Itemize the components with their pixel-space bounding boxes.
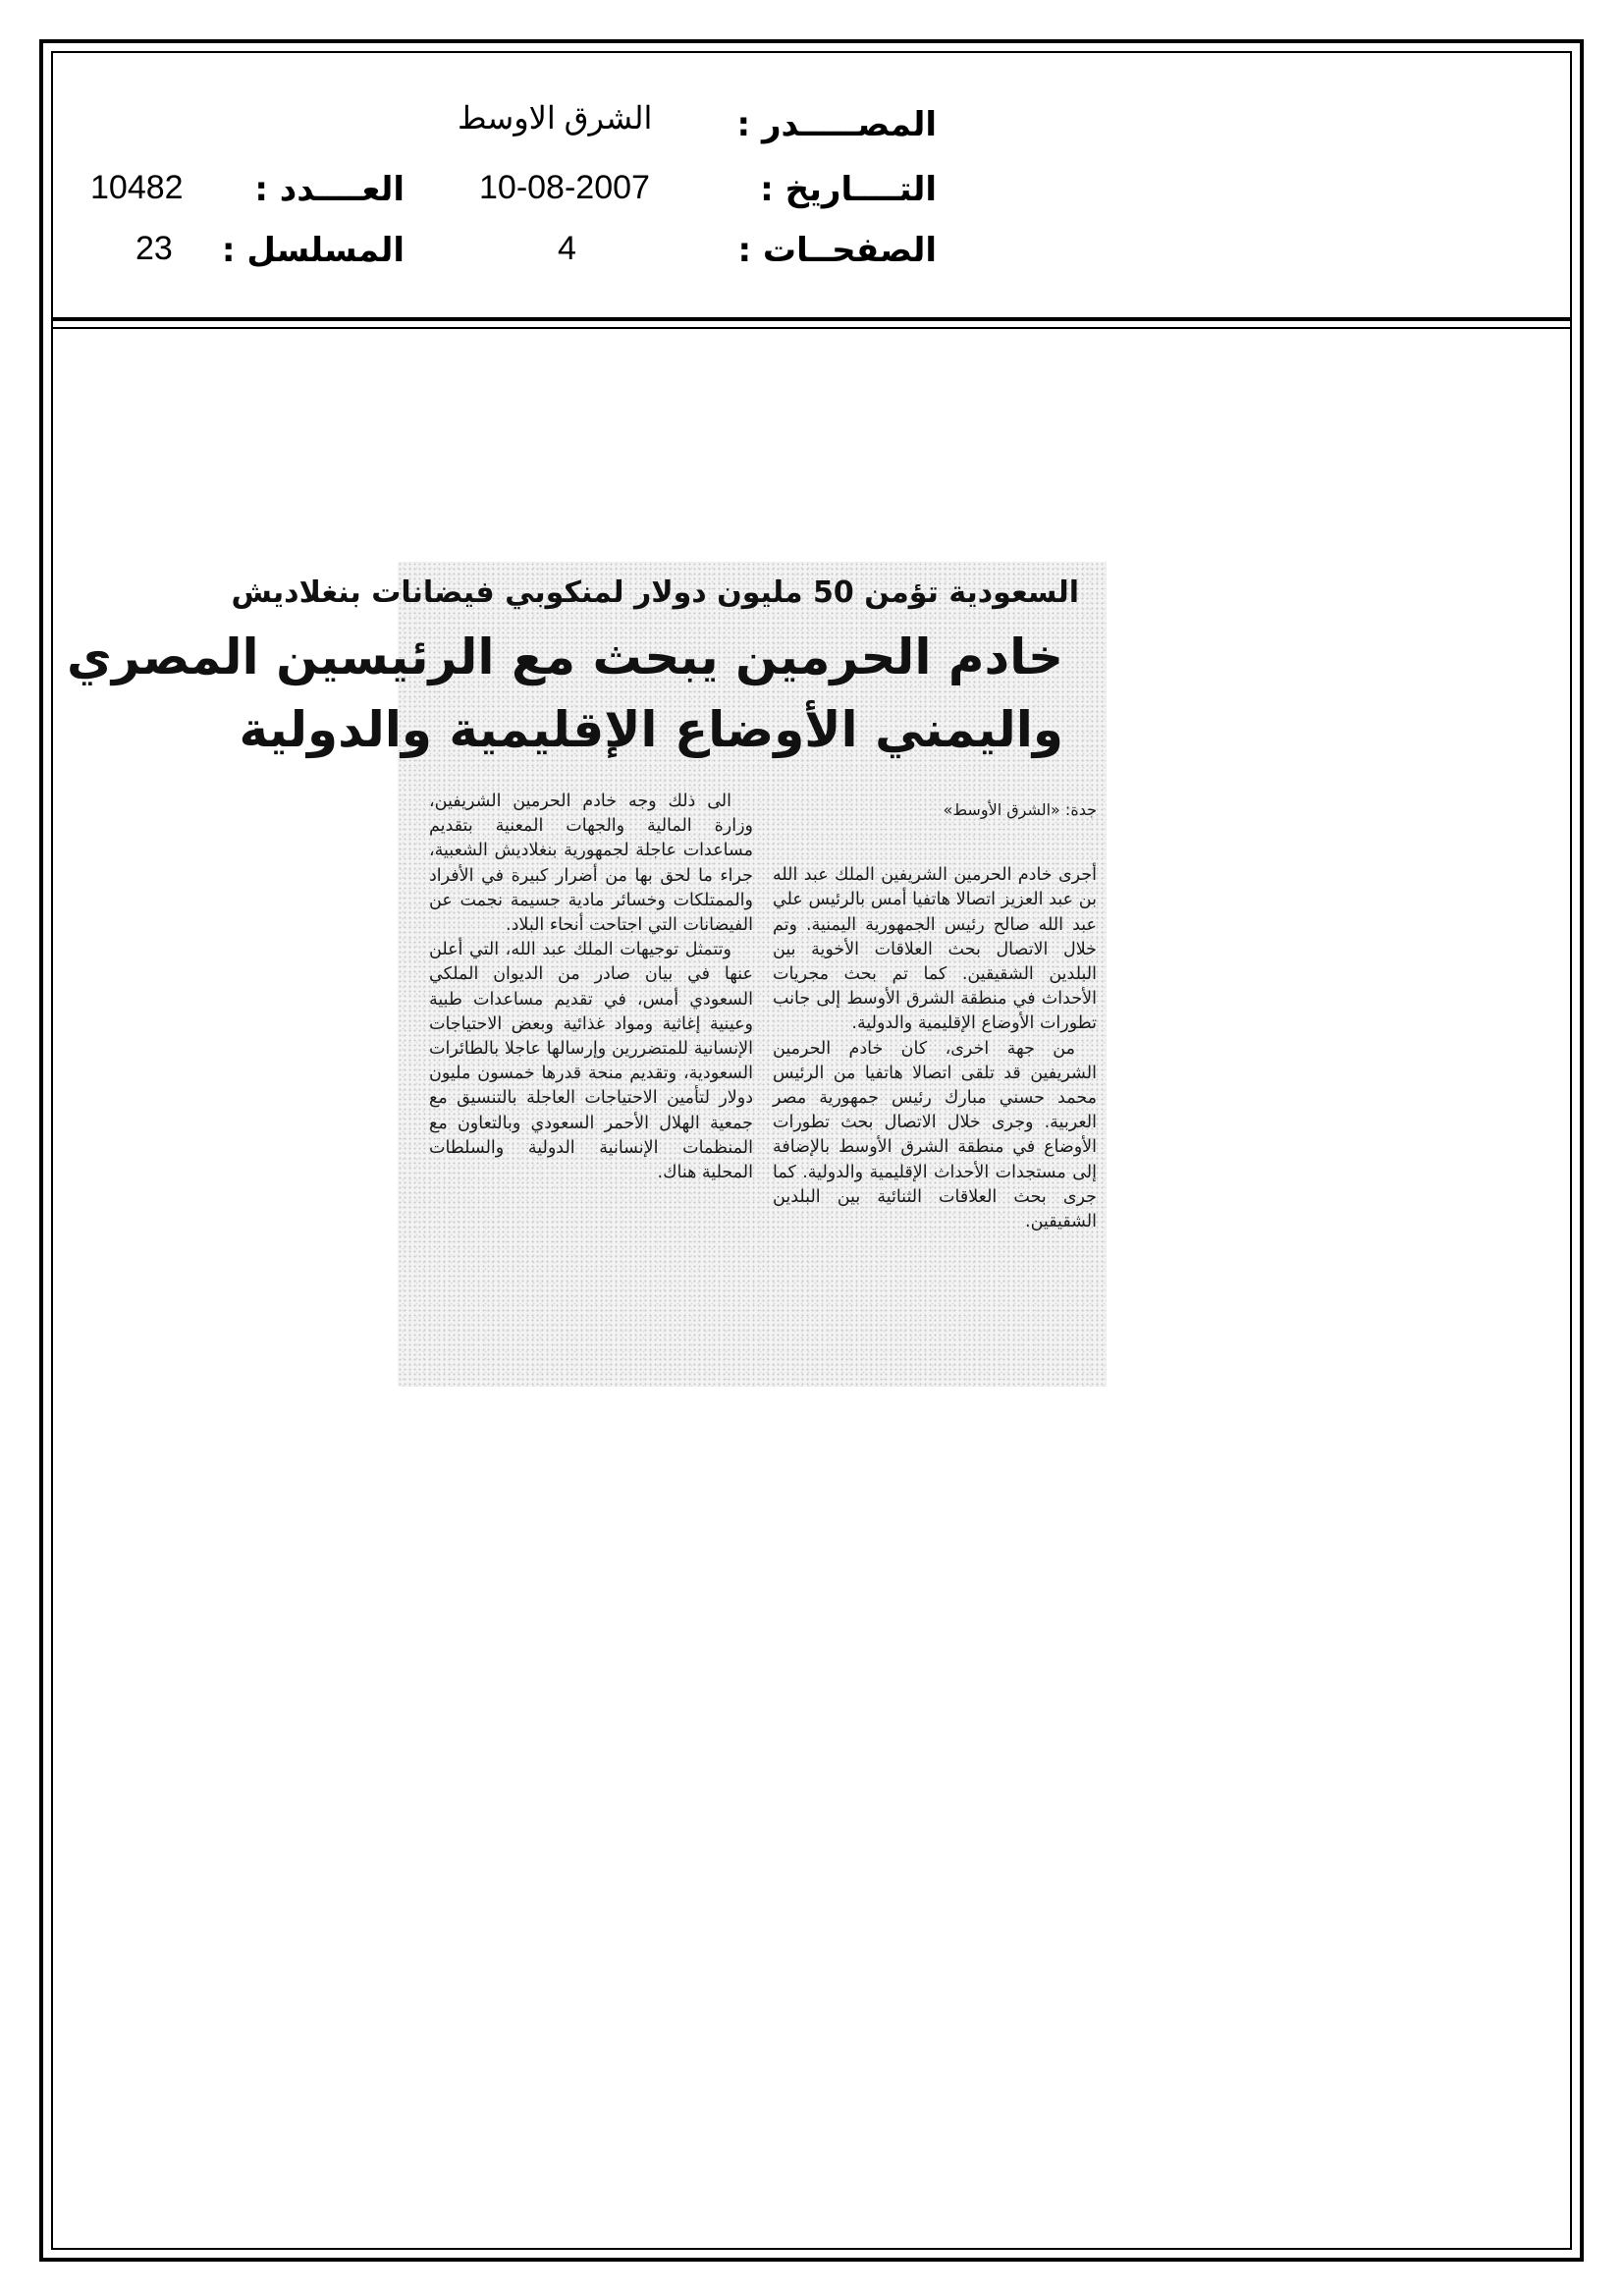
- issue-label: العــــدد :: [254, 170, 405, 209]
- article-kicker: السعودية تؤمن 50 مليون دولار لمنكوبي فيضانات بنغلاديش: [231, 575, 1079, 610]
- pages-label: الصفحــات :: [737, 231, 937, 270]
- article-paragraph: الى ذلك وجه خادم الحرمين الشريفين، وزارة المالية والجهات المعنية بتقديم مساعدات عاجلة لجمهورية بنغلاديش الشعبية، جراء ما لحق بها من أضرار كبيرة في الأفراد والممتلكات وخسائر مادية جسيمة نجمت عن الفيضانات التي اجتاحت أنحاء البلاد.: [429, 792, 753, 936]
- date-value: 10-08-2007: [479, 169, 650, 206]
- source-label: المصـــــدر :: [736, 105, 937, 144]
- article-headline-line1: خادم الحرمين يبحث مع الرئيسين المصري: [67, 629, 1063, 685]
- date-label: التــــاريخ :: [760, 170, 937, 209]
- source-value: الشرق الاوسط: [458, 100, 653, 136]
- header-divider-thin: [51, 327, 1572, 329]
- article-paragraph: من جهة اخرى، كان خادم الحرمين الشريفين قد تلقى اتصالا هاتفيا من الرئيس محمد حسني مبارك رئيس جمهورية مصر العربية. وجرى خلال الاتصال بحث تطورات الأوضاع في منطقة الشرق الأوسط بالإضافة إلى مستجدات الأحداث الإقليمية والدولية. كما جرى بحث العلاقات الثنائية بين البلدين الشقيقين.: [773, 1038, 1097, 1232]
- issue-value: 10482: [90, 169, 184, 206]
- article-paragraph: أجرى خادم الحرمين الشريفين الملك عبد الله بن عبد العزيز اتصالا هاتفيا أمس بالرئيس علي عبد الله صالح رئيس الجمهورية اليمنية. وتم خلال الاتصال بحث العلاقات الأخوية بين البلدين الشقيقين. كما تم بحث مجريات الأحداث في منطقة الشرق الأوسط إلى جانب تطورات الأوضاع الإقليمية والدولية.: [773, 865, 1097, 1034]
- pages-value: 4: [558, 230, 576, 267]
- article-column-right: [773, 797, 1097, 1234]
- serial-value: 23: [135, 230, 173, 267]
- article-dateline: جدة: «الشرق الأوسط»: [943, 800, 1097, 819]
- serial-label: المسلسل :: [221, 231, 405, 270]
- header-divider: [51, 317, 1572, 321]
- newspaper-clipping: [67, 562, 1107, 1387]
- article-headline-line2: واليمني الأوضاع الإقليمية والدولية: [239, 701, 1063, 758]
- article-paragraph: وتتمثل توجيهات الملك عبد الله، التي أعلن عنها في بيان صادر من الديوان الملكي السعودي أمس، في تقديم مساعدات طبية وعينية إغاثية ومواد غذائية وبعض الاحتياجات الإنسانية للمتضررين وإرسالها عاجلا بالطائرات السعودية، وتقديم منحة قدرها خمسون مليون دولار لتأمين الاحتياجات العاجلة بالتنسيق مع جمعية الهلال الأحمر السعودي وبالتعاون مع المنظمات الإنسانية الدولية والسلطات المحلية هناك.: [429, 940, 753, 1183]
- article-column-left: [429, 790, 753, 1185]
